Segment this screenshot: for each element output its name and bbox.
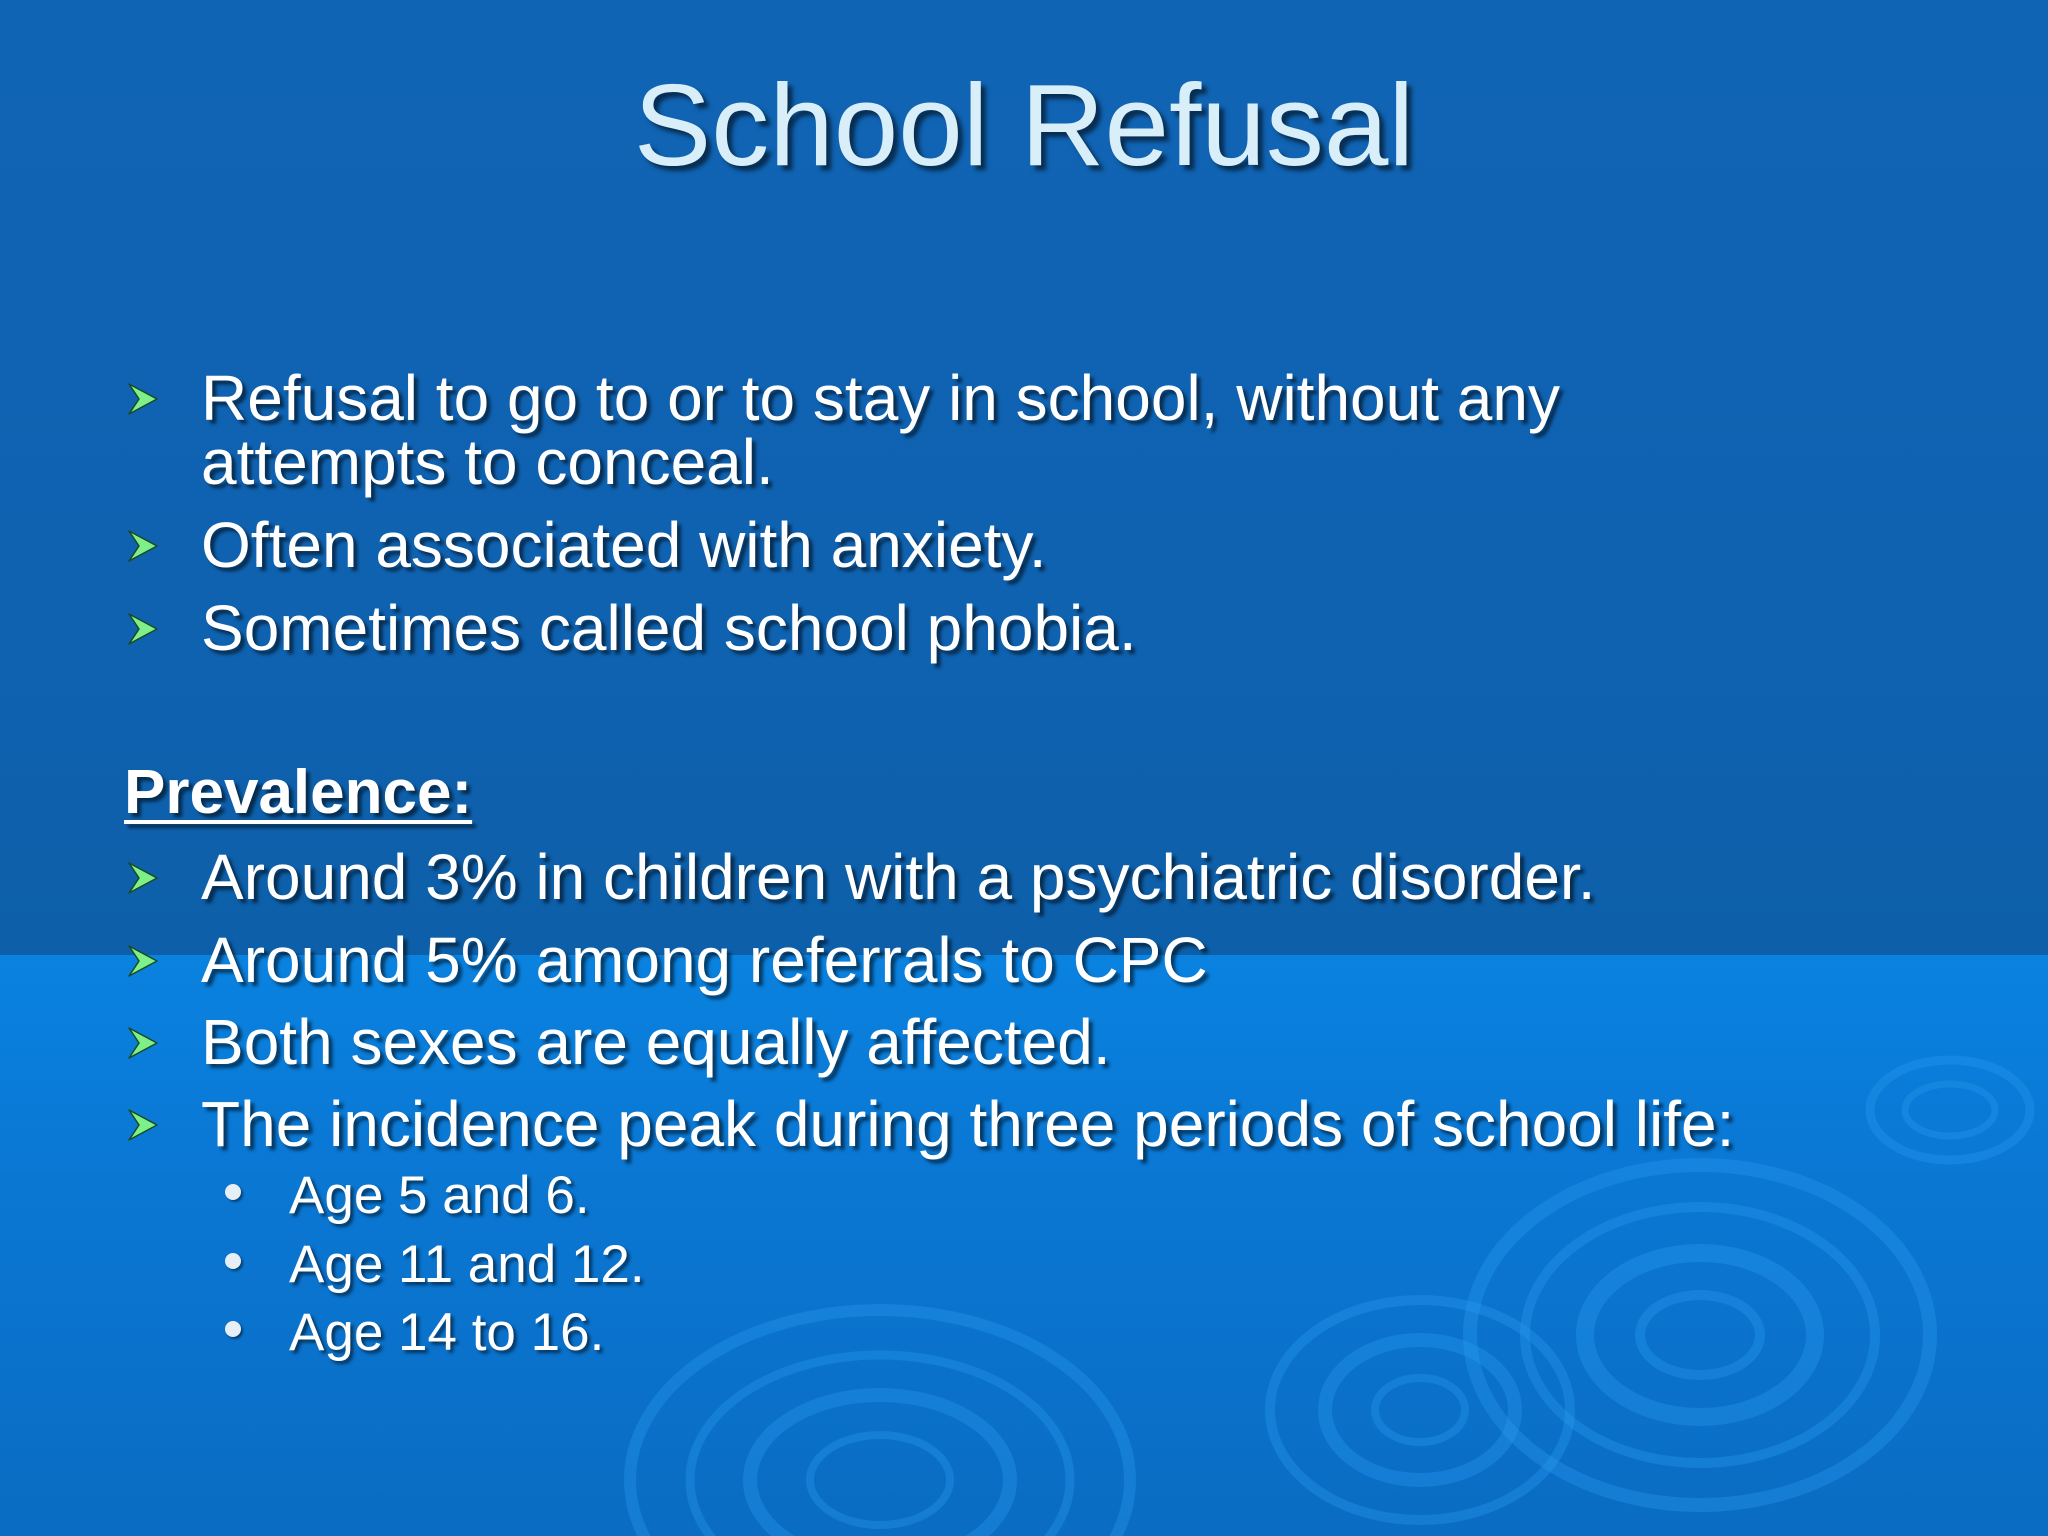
arrow-bullet-icon xyxy=(125,1106,163,1144)
prevalence-bullet xyxy=(125,924,1208,996)
arrow-bullet-icon xyxy=(125,859,163,897)
age-sub-bullet xyxy=(225,1303,604,1363)
bullet-text: Around 5% among referrals to CPC xyxy=(201,924,1208,996)
arrow-bullet-icon xyxy=(125,527,163,565)
bullet-text: Often associated with anxiety. xyxy=(201,509,1047,581)
intro-bullet xyxy=(125,362,1560,498)
intro-bullet xyxy=(125,509,1047,581)
arrow-bullet-icon xyxy=(125,380,163,418)
prevalence-bullet xyxy=(125,1006,1111,1078)
dot-bullet-icon xyxy=(225,1184,241,1200)
age-sub-bullet xyxy=(225,1235,645,1295)
bullet-text: The incidence peak during three periods of school life: xyxy=(201,1088,1735,1160)
dot-bullet-icon xyxy=(225,1253,241,1269)
bullet-text: Around 3% in children with a psychiatric disorder. xyxy=(201,841,1596,913)
prevalence-bullet xyxy=(125,841,1596,913)
sub-bullet-text: Age 14 to 16. xyxy=(289,1303,605,1362)
sub-bullet-text: Age 11 and 12. xyxy=(289,1235,645,1294)
bullet-text: Refusal to go to or to stay in school, without any attempts to conceal. xyxy=(201,362,1560,498)
prevalence-bullet xyxy=(125,1088,1735,1160)
bullet-text: Sometimes called school phobia. xyxy=(201,592,1137,664)
arrow-bullet-icon xyxy=(125,942,163,980)
prevalence-heading: Prevalence: xyxy=(124,758,473,827)
arrow-bullet-icon xyxy=(125,610,163,648)
arrow-bullet-icon xyxy=(125,1024,163,1062)
dot-bullet-icon xyxy=(225,1321,241,1337)
bullet-text: Both sexes are equally affected. xyxy=(201,1006,1111,1078)
intro-bullet xyxy=(125,592,1137,664)
slide-title: School Refusal xyxy=(633,60,1415,190)
age-sub-bullet xyxy=(225,1166,590,1226)
sub-bullet-text: Age 5 and 6. xyxy=(289,1166,590,1225)
